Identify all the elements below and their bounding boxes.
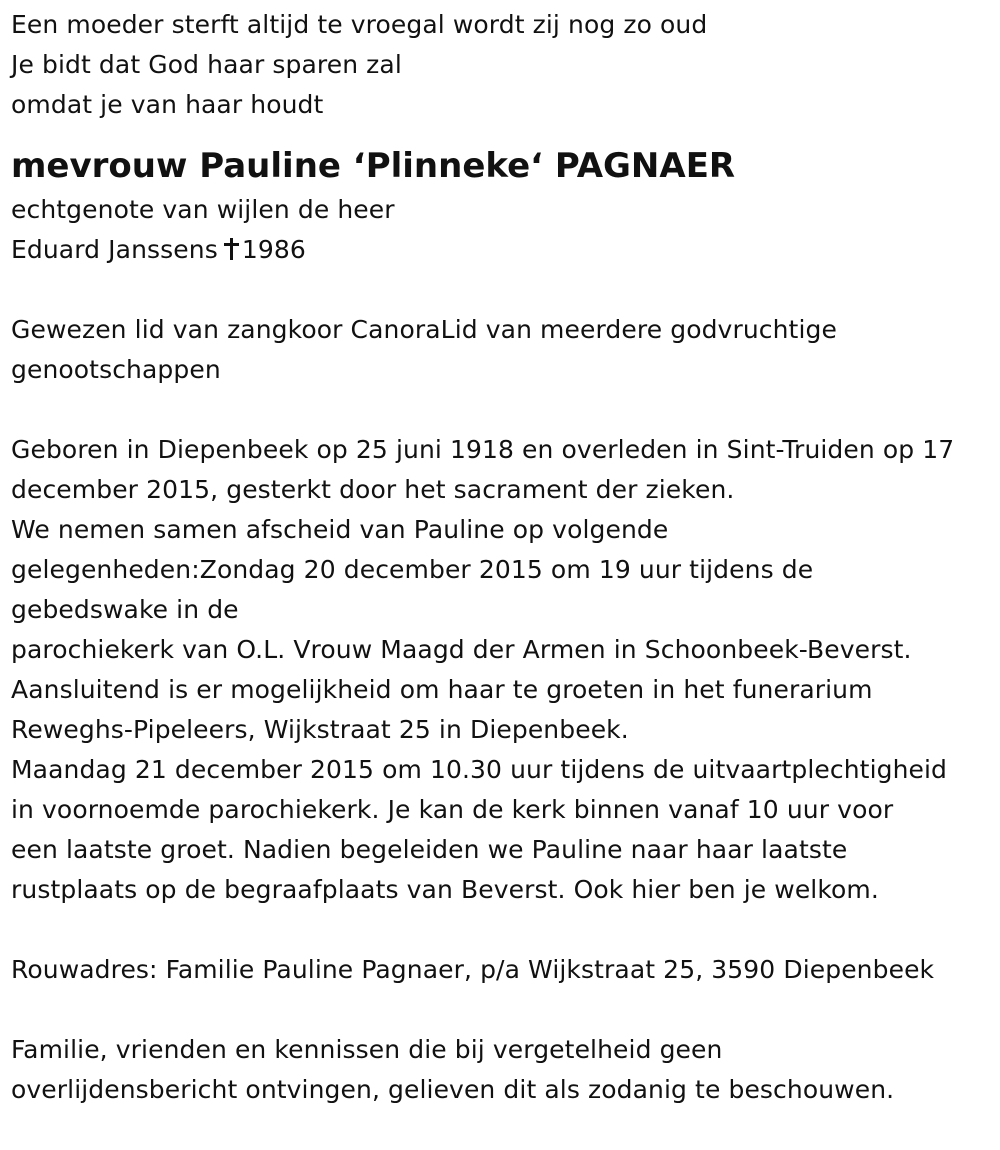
details-line: een laatste groet. Nadien begeleiden we Pauline naar haar laatste bbox=[11, 835, 848, 864]
details-line: We nemen samen afscheid van Pauline op volgende bbox=[11, 515, 669, 544]
spouse-death-year: 1986 bbox=[241, 235, 306, 264]
details-line: parochiekerk van O.L. Vrouw Maagd der Armen in Schoonbeek-Beverst. bbox=[11, 635, 912, 664]
details-line: gebedswake in de bbox=[11, 595, 239, 624]
poem-line: Een moeder sterft altijd te vroegal wordt zij nog zo oud bbox=[11, 10, 708, 39]
membership-line: genootschappen bbox=[11, 355, 221, 384]
deceased-name: mevrouw Pauline ‘Plinneke‘ PAGNAER bbox=[11, 146, 736, 186]
closing-line: Familie, vrienden en kennissen die bij vergetelheid geen bbox=[11, 1035, 723, 1064]
obituary-notice bbox=[11, 5, 996, 1110]
details-line: Reweghs-Pipeleers, Wijkstraat 25 in Diepenbeek. bbox=[11, 715, 629, 744]
details-line: gelegenheden:Zondag 20 december 2015 om 19 uur tijdens de bbox=[11, 555, 814, 584]
spacer bbox=[11, 390, 996, 430]
membership-paragraph bbox=[11, 310, 996, 390]
details-line: Geboren in Diepenbeek op 25 juni 1918 en overleden in Sint-Truiden op 17 bbox=[11, 435, 955, 464]
spouse-line bbox=[11, 230, 996, 270]
closing-paragraph bbox=[11, 1030, 996, 1110]
details-line: Maandag 21 december 2015 om 10.30 uur tijdens de uitvaartplechtigheid bbox=[11, 755, 948, 784]
poem-line: omdat je van haar houdt bbox=[11, 90, 324, 119]
spacer bbox=[11, 990, 996, 1030]
spacer bbox=[11, 270, 996, 310]
closing-line: overlijdensbericht ontvingen, gelieven dit als zodanig te beschouwen. bbox=[11, 1075, 895, 1104]
details-line: Aansluitend is er mogelijkheid om haar te groeten in het funerarium bbox=[11, 675, 873, 704]
details-line: december 2015, gesterkt door het sacrament der zieken. bbox=[11, 475, 735, 504]
details-line: rustplaats op de begraafplaats van Beverst. Ook hier ben je welkom. bbox=[11, 875, 879, 904]
poem bbox=[11, 5, 996, 125]
spouse-name: Eduard Janssens bbox=[11, 235, 218, 264]
details-paragraph bbox=[11, 430, 996, 910]
mourning-address: Rouwadres: Familie Pauline Pagnaer, p/a Wijkstraat 25, 3590 Diepenbeek bbox=[11, 955, 935, 984]
relation-text: echtgenote van wijlen de heer bbox=[11, 195, 395, 224]
cross-icon bbox=[224, 238, 238, 260]
poem-line: Je bidt dat God haar sparen zal bbox=[11, 50, 402, 79]
spacer bbox=[11, 910, 996, 950]
details-line: in voornoemde parochiekerk. Je kan de kerk binnen vanaf 10 uur voor bbox=[11, 795, 894, 824]
membership-line: Gewezen lid van zangkoor CanoraLid van meerdere godvruchtige bbox=[11, 315, 837, 344]
